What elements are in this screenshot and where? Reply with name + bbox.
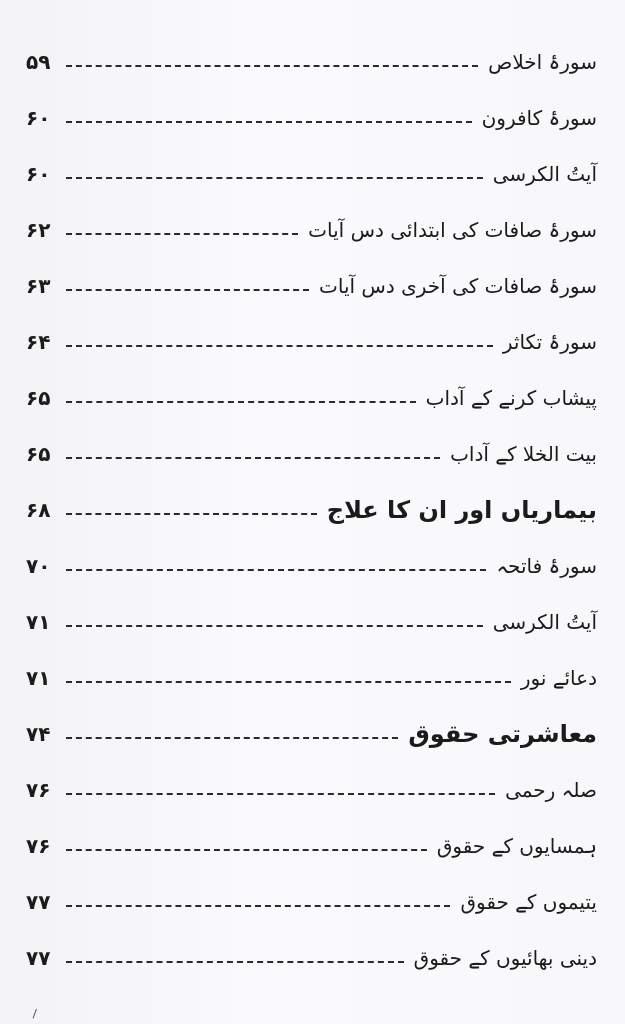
toc-entry: [26, 880, 597, 924]
toc-entry: [26, 376, 597, 420]
dotted-leader: [66, 289, 309, 291]
dotted-leader: [66, 345, 493, 347]
dotted-leader: [66, 233, 298, 235]
toc-entry-page: ۷۶: [26, 834, 51, 858]
toc-entry-title: سورۂ اخلاص: [488, 50, 597, 74]
toc-entry-page: ۷۴: [26, 722, 51, 746]
toc-entry-title: سورۂ تکاثر: [502, 330, 597, 354]
dotted-leader: [66, 401, 416, 403]
toc-entry: [26, 264, 597, 308]
dotted-leader: [66, 905, 450, 907]
dotted-leader: [66, 849, 427, 851]
dotted-leader: [66, 625, 483, 627]
toc-entry: [26, 544, 597, 588]
dotted-leader: [66, 569, 486, 571]
dotted-leader: [66, 457, 440, 459]
toc-entry-page: ۶۵: [26, 442, 51, 466]
toc-entry-title: سورۂ صافات کی ابتدائی دس آیات: [308, 218, 597, 242]
toc-entry-title: معاشرتی حقوق: [408, 720, 597, 748]
toc-entry-page: ۷۱: [26, 610, 51, 634]
toc-section-heading: [26, 488, 597, 532]
toc-entry-page: ۶۰: [26, 162, 51, 186]
toc-entry: [26, 432, 597, 476]
toc-entry-title: دینی بھائیوں کے حقوق: [413, 946, 597, 970]
toc-entry-title: ہمسایوں کے حقوق: [436, 834, 597, 858]
toc-entry-page: ۷۷: [26, 890, 51, 914]
dotted-leader: [66, 65, 478, 67]
toc-entry-title: سورۂ صافات کی آخری دس آیات: [319, 274, 597, 298]
toc-entry-page: ۶۰: [26, 106, 51, 130]
toc-entry-title: آیتُ الکرسی: [492, 162, 597, 186]
toc-entry-page: ۶۲: [26, 218, 51, 242]
toc-entry: [26, 768, 597, 812]
toc-entry-page: ۷۱: [26, 666, 51, 690]
toc-entry: [26, 320, 597, 364]
toc-entry-title: آیتُ الکرسی: [492, 610, 597, 634]
toc-entry-page: ۷۷: [26, 946, 51, 970]
toc-entry: [26, 936, 597, 980]
dotted-leader: [66, 513, 317, 515]
toc-entry-title: صلہ رحمی: [505, 778, 597, 802]
toc-entry: [26, 96, 597, 140]
toc-entry: [26, 824, 597, 868]
dotted-leader: [66, 961, 404, 963]
toc-entry-page: ۶۳: [26, 274, 51, 298]
toc-entry: [26, 208, 597, 252]
toc-entry: [26, 656, 597, 700]
toc-entry-title: پیشاب کرنے کے آداب: [425, 386, 597, 410]
toc-entry-page: ۷۶: [26, 778, 51, 802]
toc-entry-page: ۷۰: [26, 554, 51, 578]
toc-entry-page: ۵۹: [26, 50, 51, 74]
toc-entry-title: بیت الخلا کے آداب: [450, 442, 597, 466]
dotted-leader: [66, 737, 398, 739]
toc-entry-title: سورۂ کافرون: [481, 106, 597, 130]
toc-entry: [26, 40, 597, 84]
page-edge-mark: [33, 1009, 45, 1021]
dotted-leader: [66, 121, 472, 123]
toc-entry-title: یتیموں کے حقوق: [460, 890, 597, 914]
dotted-leader: [66, 681, 511, 683]
toc-entry-page: ۶۸: [26, 498, 51, 522]
toc-entry-title: بیماریاں اور ان کا علاج: [326, 496, 597, 524]
toc-section-heading: [26, 712, 597, 756]
toc-entry-page: ۶۴: [26, 330, 51, 354]
toc-entry: [26, 600, 597, 644]
toc-entry: [26, 152, 597, 196]
toc-entry-page: ۶۵: [26, 386, 51, 410]
toc-entry-title: دعائے نور: [520, 666, 597, 690]
dotted-leader: [66, 793, 495, 795]
dotted-leader: [66, 177, 483, 179]
toc-entry-title: سورۂ فاتحہ: [496, 554, 597, 578]
